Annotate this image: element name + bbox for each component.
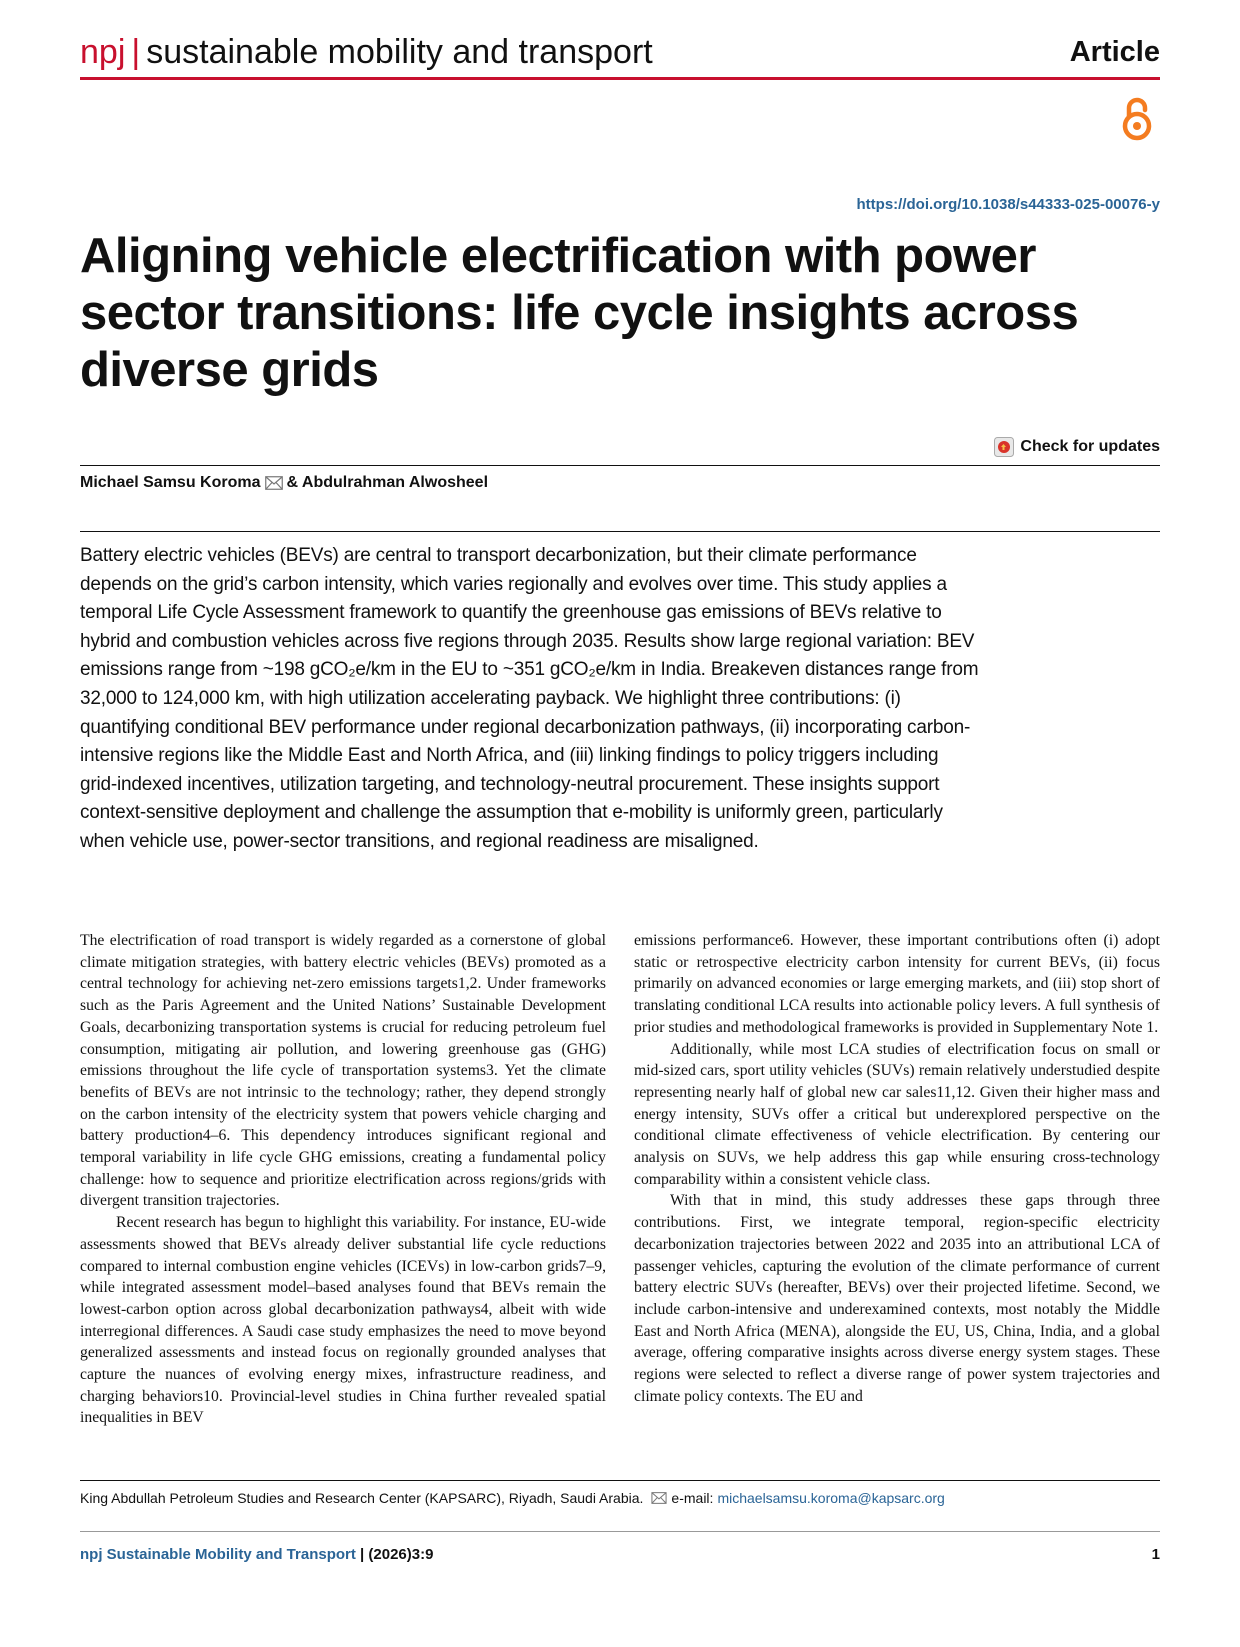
running-footer-divider — [80, 1531, 1160, 1532]
brand-separator: | — [131, 33, 141, 71]
check-updates-icon — [994, 437, 1014, 457]
running-footer — [80, 1546, 433, 1563]
doi-link[interactable]: https://doi.org/10.1038/s44333-025-00076-y — [856, 196, 1160, 213]
author-second[interactable]: & Abdulrahman Alwosheel — [286, 474, 489, 491]
check-for-updates-button[interactable] — [994, 437, 1160, 457]
running-issue: | (2026)3:9 — [360, 1546, 434, 1563]
article-type-label: Article — [1069, 36, 1160, 68]
footer-divider — [80, 1480, 1160, 1481]
author-first[interactable]: Michael Samsu Koroma — [80, 474, 261, 491]
left-column — [80, 930, 606, 1450]
author-list — [80, 474, 488, 492]
abstract: Battery electric vehicles (BEVs) are central to transport decarbonization, but their climate performance depends on the grid’s carbon intensity, which varies regionally and evolves over time. This study applies a temporal Life Cycle Assessment framework to quantify the greenhouse gas emissions of BEVs relative to hybrid and combustion vehicles across five regions through 2035. Results show large regional variation: BEV emissions range from ~198 gCO₂e/km in the EU to ~351 gCO₂e/km in India. Breakeven distances range from 32,000 to 124,000 km, with high utilization accelerating payback. We highlight three contributions: (i) quantifying conditional BEV performance under regional decarbonization pathways, (ii) incorporating carbon-intensive regions like the Middle East and North Africa, and (iii) linking findings to policy triggers including grid-indexed incentives, utilization targeting, and technology-neutral procurement. These insights support context-sensitive deployment and challenge the assumption that e-mobility is uniformly green, particularly when vehicle use, power-sector transitions, and regional readiness are misaligned. — [80, 545, 979, 852]
authors-divider — [80, 465, 1160, 466]
journal-brand[interactable] — [80, 32, 653, 72]
email-label: e-mail: — [671, 1490, 714, 1506]
paragraph: Recent research has begun to highlight this variability. For instance, EU-wide assessments showed that BEVs already deliver substantial life cycle reductions compared to internal combustion engine vehicles (ICEVs) in low-carbon grids7–9, while integrated assessment model–based analyses found that BEVs remain the lowest-carbon option across global decarbonization pathways4, albeit with wide interregional differences. A Saudi case study emphasizes the need to move beyond generalized assessments and instead focus on regionally grounded analyses that capture the nuances of evolving energy mixes, infrastructure readiness, and charging behaviors10. Provincial-level studies in China further revealed spatial inequalities in BEV — [80, 1214, 606, 1427]
brand-prefix: npj — [80, 33, 126, 71]
page-number: 1 — [1151, 1546, 1160, 1563]
email-icon[interactable] — [265, 476, 283, 490]
journal-header — [80, 30, 1160, 80]
check-updates-label: Check for updates — [1020, 438, 1160, 455]
running-journal-name[interactable]: npj Sustainable Mobility and Transport — [80, 1546, 356, 1563]
open-access-icon — [1120, 96, 1154, 142]
journal-name: sustainable mobility and transport — [146, 33, 653, 71]
article-title: Aligning vehicle electrification with power sector transitions: life cycle insights across diverse grids — [80, 229, 1079, 397]
paragraph: The electrification of road transport is widely regarded as a cornerstone of global climate mitigation strategies, with battery electric vehicles (BEVs) promoted as a central technology for achieving net-zero emissions targets1,2. Under frameworks such as the Paris Agreement and the United Nations’ Sustainable Development Goals, decarbonizing transportation systems is crucial for reducing petroleum fuel consumption, mitigating air pollution, and lowering greenhouse gas (GHG) emissions throughout the life cycle of transportation systems3. Yet the climate benefits of BEVs are not intrinsic to the technology; rather, they depend strongly on the carbon intensity of the electricity system that powers vehicle charging and battery production4–6. This dependency introduces significant regional and temporal variability in life cycle GHG emissions, creating a fundamental policy challenge: how to sequence and prioritize electrification across regions/grids with divergent transition trajectories. — [80, 932, 606, 1210]
body-text — [80, 930, 1160, 1450]
abstract-divider — [80, 531, 1160, 532]
email-link[interactable]: michaelsamsu.koroma@kapsarc.org — [717, 1490, 945, 1506]
paragraph: Additionally, while most LCA studies of electrification focus on small or mid-sized cars, sport utility vehicles (SUVs) remain relatively understudied despite representing nearly half of global new car sales11,12. Given their higher mass and energy intensity, SUVs offer a critical but underexplored perspective on the conditional climate effectiveness of vehicle electrification. By centering our analysis on SUVs, we help address this gap while ensuring cross-technology comparability within a consistent vehicle class. — [634, 1040, 1160, 1188]
affiliation-text: King Abdullah Petroleum Studies and Research Center (KAPSARC), Riyadh, Saudi Arabia. — [80, 1490, 644, 1506]
paragraph: emissions performance6. However, these important contributions often (i) adopt static or retrospective electricity carbon intensity for current BEVs, (ii) focus primarily on advanced economies or large emerging markets, and (iii) stop short of translating conditional LCA results into actionable policy levers. A full synthesis of prior studies and methodological frameworks is provided in Supplementary Note 1. — [634, 932, 1160, 1036]
affiliation-note — [80, 1490, 945, 1506]
paragraph: With that in mind, this study addresses these gaps through three contributions. First, we integrate temporal, region-specific electricity decarbonization trajectories between 2022 and 2035 into an attributional LCA of passenger vehicles, capturing the evolution of the climate performance of current battery electric SUVs (hereafter, BEVs) over their projected lifetime. Second, we include carbon-intensive and underexamined contexts, most notably the Middle East and North Africa (MENA), alongside the EU, US, China, India, and a global average, offering comparative insights across diverse energy system stages. These regions were selected to reflect a diverse range of power system trajectories and climate policy contexts. The EU and — [634, 1192, 1160, 1405]
right-column — [634, 930, 1160, 1450]
email-icon — [651, 1492, 667, 1504]
